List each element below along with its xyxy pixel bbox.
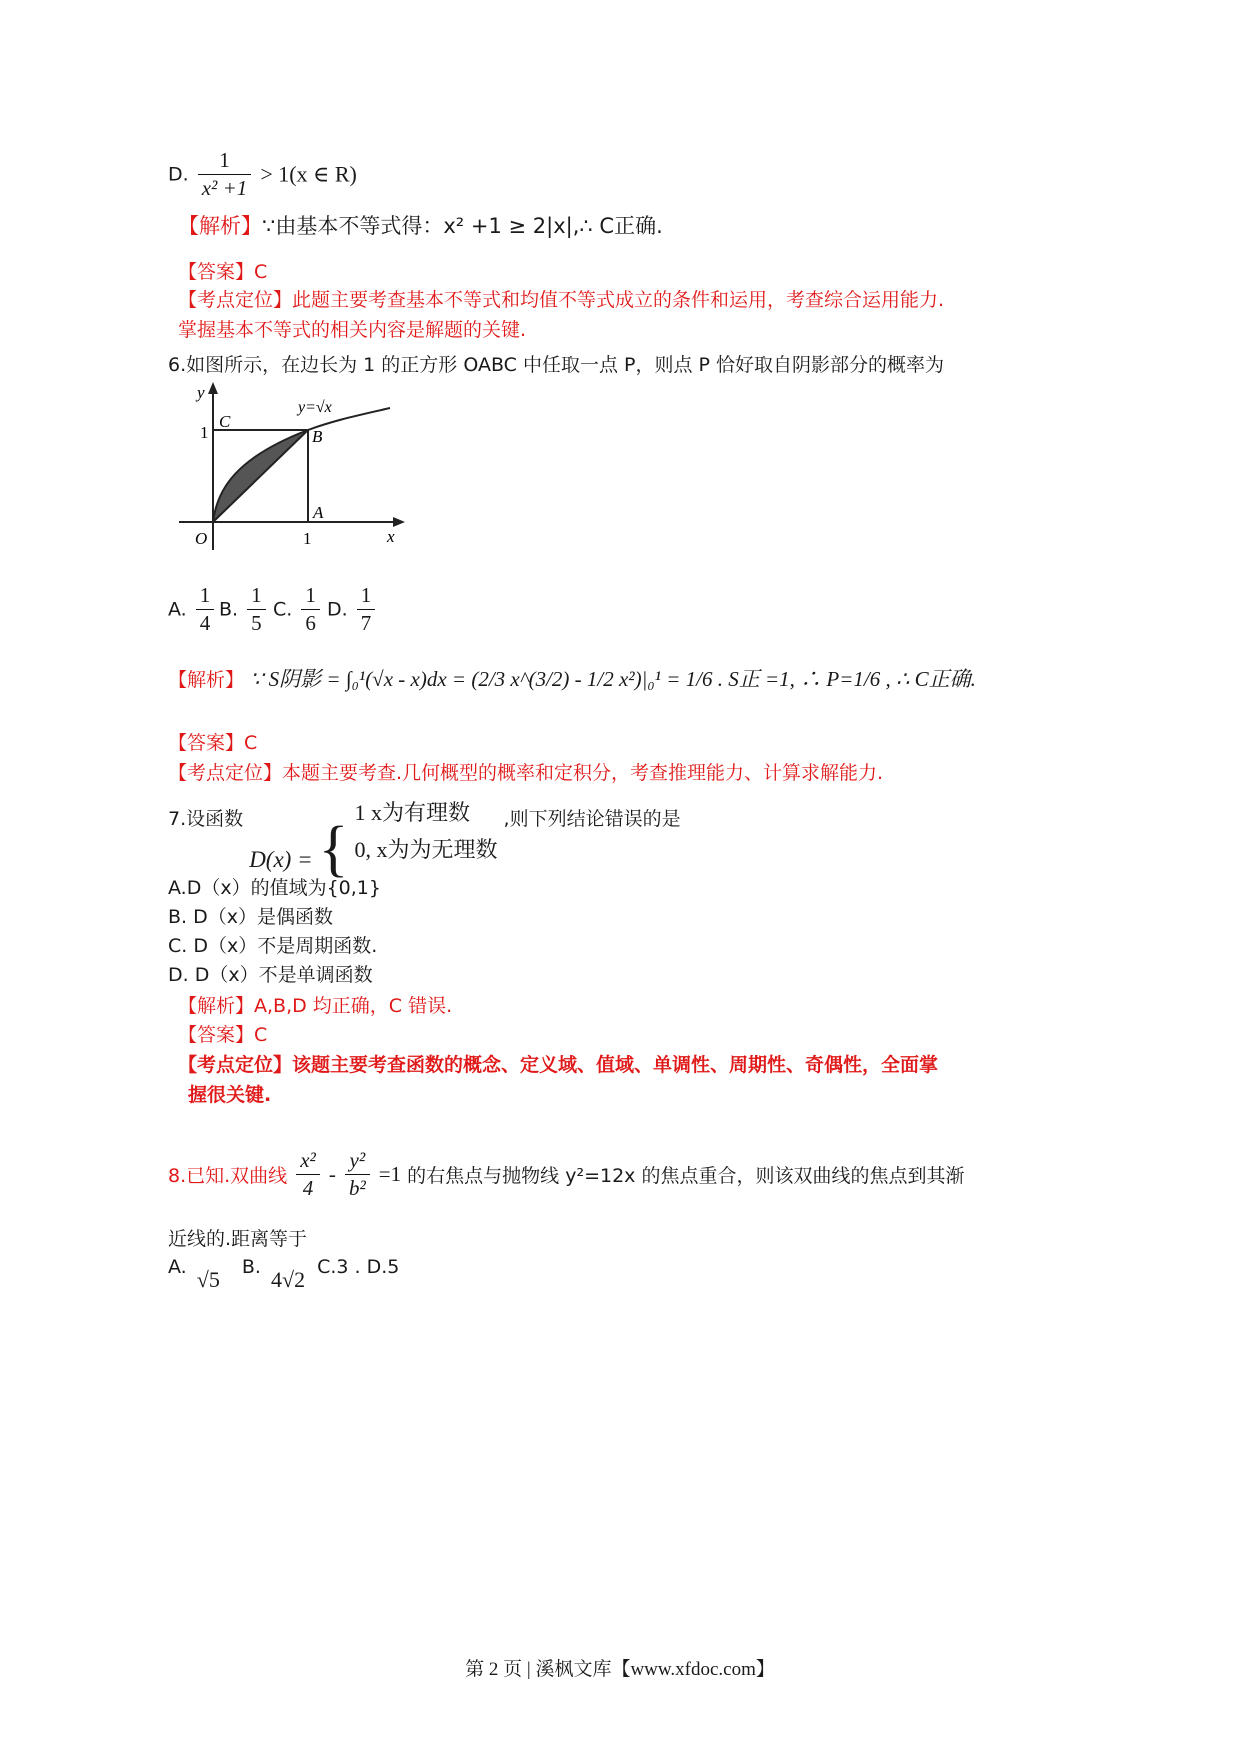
q6-point-text: 本题主要考查.几何概型的概率和定积分，考查推理能力、计算求解能力. bbox=[282, 762, 884, 784]
q6-analysis-tag: 【解析】 bbox=[168, 669, 245, 691]
label-curve: y=√x bbox=[298, 399, 332, 416]
q5-analysis-tag: 【解析】 bbox=[178, 214, 262, 238]
q7-point-line1: 【考点定位】该题主要考查函数的概念、定义域、值域、单调性、周期性、奇偶性，全面掌 bbox=[178, 1054, 939, 1076]
q7-cases bbox=[354, 796, 497, 864]
q6-analysis bbox=[168, 663, 976, 693]
q6-analysis-formula: ∵ S阴影 = ∫₀¹(√x - x)dx = (2/3 x^(3/2) - 1/2 x²)|₀¹ = 1/6 . S正 =1, ∴ P=1/6 , ∴ C正确. bbox=[250, 667, 976, 691]
label-b: B bbox=[312, 427, 323, 446]
q5-point-text-1: 此题主要考查基本不等式和均值不等式成立的条件和运用，考查综合运用能力. bbox=[292, 289, 945, 311]
q5-answer: 【答案】C bbox=[178, 261, 268, 283]
q7-brace: { bbox=[318, 815, 349, 883]
q6-option-a: A. $\frac{1}{4}$ bbox=[168, 583, 217, 636]
label-x: x bbox=[387, 527, 395, 546]
q8-options bbox=[168, 1253, 400, 1292]
q5-analysis-text: ∵由基本不等式得：x² +1 ≥ 2|x|,∴ C正确. bbox=[262, 214, 663, 238]
q8-stem-prefix: 8.已知.双曲线 bbox=[168, 1165, 288, 1187]
y-axis-arrow bbox=[208, 382, 218, 394]
label-y: y bbox=[197, 383, 205, 402]
page-footer: 第 2 页 | 溪枫文库【www.xfdoc.com】 bbox=[465, 1659, 775, 1680]
q8-option-b-value: 4√2 bbox=[271, 1267, 306, 1292]
q7-analysis: 【解析】A,B,D 均正确，C 错误. bbox=[178, 995, 453, 1017]
q8-option-a-value: √5 bbox=[196, 1267, 220, 1292]
q5-option-d bbox=[168, 148, 357, 201]
diagonal-ob bbox=[213, 430, 308, 522]
q8-minus: - bbox=[328, 1162, 336, 1186]
q6-point-tag: 【考点定位】 bbox=[168, 762, 283, 784]
q7-answer: 【答案】C bbox=[178, 1024, 268, 1046]
q7-stem-suffix: ,则下列结论错误的是 bbox=[503, 808, 681, 830]
x-axis-arrow bbox=[393, 517, 405, 527]
q5-point-tag: 【考点定位】 bbox=[178, 289, 293, 311]
q8-rhs: =1 bbox=[378, 1162, 402, 1186]
q5-option-d-fraction: $\frac{1}{\text{x² +1}}$ bbox=[198, 148, 252, 201]
q8-option-cd: C.3 . D.5 bbox=[317, 1256, 400, 1278]
sqrt-curve bbox=[213, 408, 390, 522]
q6-point bbox=[168, 758, 883, 785]
q6-figure bbox=[175, 380, 415, 560]
q6-option-b: B. $\frac{1}{5}$ bbox=[219, 583, 269, 636]
label-c: C bbox=[219, 412, 231, 431]
q6-option-c: C. $\frac{1}{6}$ bbox=[273, 583, 323, 636]
label-1-x: 1 bbox=[303, 529, 312, 548]
q7-option-b: B. D（x）是偶函数 bbox=[168, 906, 333, 928]
q7-stem bbox=[168, 796, 681, 883]
q7-option-a: A.D（x）的值域为{0,1} bbox=[168, 877, 381, 899]
q8-option-b-label: B. bbox=[241, 1256, 261, 1278]
q7-option-c: C. D（x）不是周期函数. bbox=[168, 935, 378, 957]
q8-y-fraction: $\frac{\text{y²}}{\text{b²}}$ bbox=[345, 1148, 370, 1201]
label-1-y: 1 bbox=[200, 423, 209, 442]
q5-point-line2: 掌握基本不等式的相关内容是解题的关键. bbox=[178, 319, 527, 341]
q7-case-2: 0, x为为无理数 bbox=[354, 837, 498, 862]
q5-option-d-label: D. bbox=[168, 163, 189, 186]
q6-answer: 【答案】C bbox=[168, 732, 258, 754]
q5-point bbox=[178, 285, 944, 312]
label-o: O bbox=[195, 529, 208, 548]
q7-case-1: 1 x为有理数 bbox=[354, 800, 470, 825]
q8-option-a-label: A. bbox=[168, 1256, 187, 1278]
q8-x-fraction: $\frac{\text{x²}}{4}$ bbox=[296, 1148, 320, 1201]
q6-stem: 6.如图所示，在边长为 1 的正方形 OABC 中任取一点 P，则点 P 恰好取自阴影部分的概率为 bbox=[168, 354, 944, 376]
q6-option-d: D. $\frac{1}{7}$ bbox=[327, 583, 378, 636]
q7-function: D(x) = bbox=[249, 847, 313, 872]
q7-point-line2: 握很关键. bbox=[188, 1084, 272, 1106]
q8-stem-suffix: 的右焦点与抛物线 y²=12x 的焦点重合，则该双曲线的焦点到其渐 bbox=[407, 1165, 965, 1187]
q7-option-d: D. D（x）不是单调函数 bbox=[168, 964, 373, 986]
q5-option-d-rhs: > 1(x ∈ R) bbox=[260, 161, 357, 187]
q8-stem-line2: 近线的.距离等于 bbox=[168, 1228, 308, 1250]
q8-stem bbox=[168, 1148, 964, 1201]
q7-stem-prefix: 7.设函数 bbox=[168, 808, 244, 830]
label-a: A bbox=[313, 503, 324, 522]
q5-analysis bbox=[178, 210, 663, 240]
